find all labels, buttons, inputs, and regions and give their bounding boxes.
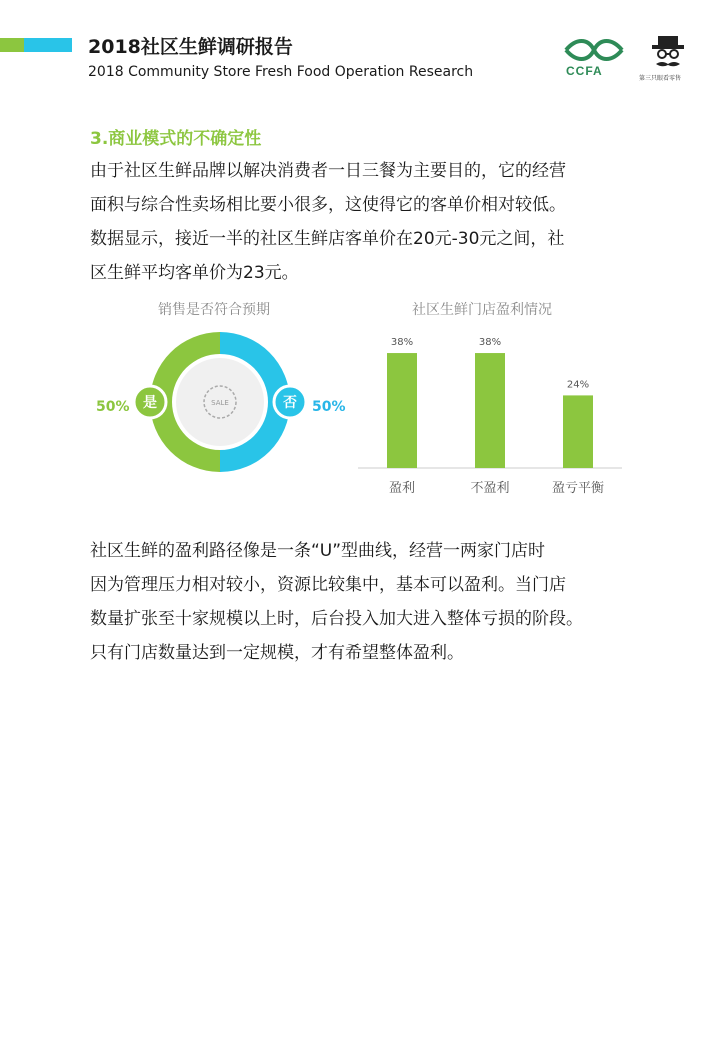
bar-0 <box>387 353 417 468</box>
report-title: 2018社区生鲜调研报告 <box>88 36 293 58</box>
paragraph-line: 数量扩张至十家规模以上时，后台投入加大进入整体亏损的阶段。 <box>90 609 583 629</box>
paragraph-line: 面积与综合性卖场相比要小很多，这使得它的客单价相对较低。 <box>90 195 566 215</box>
report-subtitle: 2018 Community Store Fresh Food Operation Research <box>88 64 474 80</box>
paragraph-line: 区生鲜平均客单价为23元。 <box>90 263 299 283</box>
pie-chart-title: 销售是否符合预期 <box>158 302 270 318</box>
paragraph-line: 社区生鲜的盈利路径像是一条“U”型曲线，经营一两家门店时 <box>90 541 546 561</box>
pie-category-label-0: 是 <box>143 395 157 411</box>
paragraph-line: 因为管理压力相对较小，资源比较集中，基本可以盈利。当门店 <box>90 575 566 595</box>
paragraph-line: 由于社区生鲜品牌以解决消费者一日三餐为主要目的，它的经营 <box>90 161 566 181</box>
bar-category-label-2: 盈亏平衡 <box>551 481 605 496</box>
header-green-bar <box>0 38 24 52</box>
pie-category-label-1: 否 <box>283 395 297 411</box>
pie-label-yes-percent: 50% <box>96 399 130 415</box>
bar-value-label-1: 38% <box>478 337 502 349</box>
bar-1 <box>475 353 505 468</box>
paragraph-line: 只有门店数量达到一定规模，才有希望整体盈利。 <box>90 643 464 663</box>
paragraph-line: 数据显示，接近一半的社区生鲜店客单价在20元-30元之间，社 <box>90 229 565 249</box>
bar-category-label-0: 盈利 <box>388 481 416 496</box>
paragraph-1 <box>90 154 650 290</box>
store-logo-text: 第三只眼看零售 <box>639 75 682 82</box>
bar-category-label-1: 不盈利 <box>470 481 510 496</box>
header-blue-bar <box>24 38 72 52</box>
ccfa-logo-text: CCFA <box>566 64 603 78</box>
bar-value-label-0: 38% <box>390 337 414 349</box>
pie-label-no-percent: 50% <box>312 399 346 415</box>
sale-badge-text: SALE <box>211 399 229 407</box>
bar-value-label-2: 24% <box>566 379 590 391</box>
section-heading: 3.商业模式的不确定性 <box>90 129 262 149</box>
bar-chart <box>350 325 630 505</box>
bar-2 <box>563 395 593 468</box>
bar-chart-title: 社区生鲜门店盈利情况 <box>412 302 552 318</box>
paragraph-2 <box>90 534 650 670</box>
